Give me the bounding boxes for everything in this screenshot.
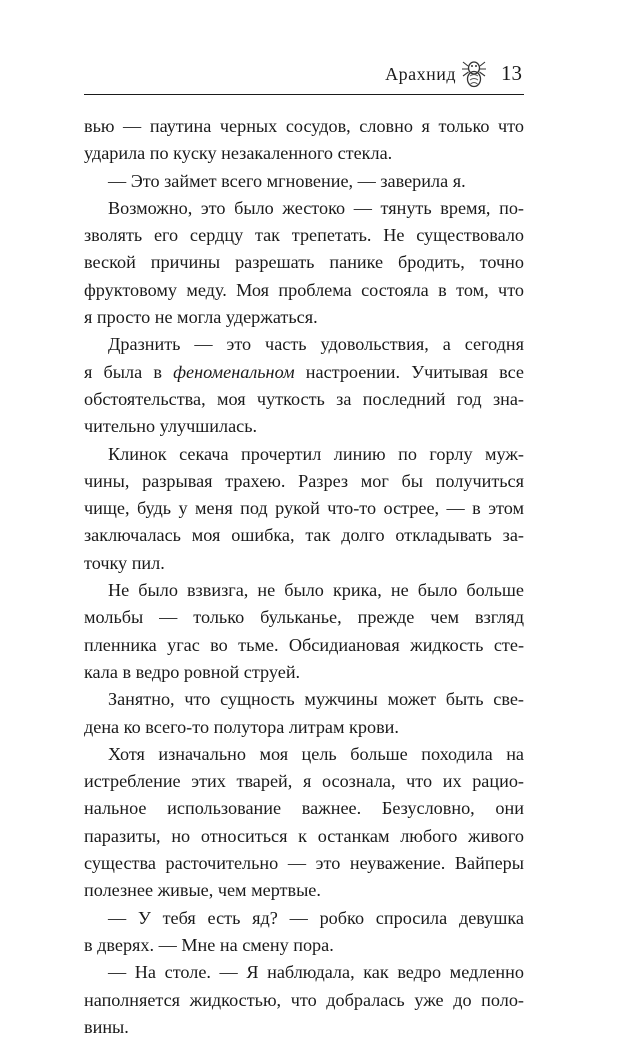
text-line: мольбы — только бульканье, прежде чем взгляд xyxy=(84,607,524,628)
text-line xyxy=(84,359,524,386)
spider-emblem-icon xyxy=(462,58,486,90)
text-line: кала в ведро ровной струей. xyxy=(84,661,301,682)
text-line: нальное использование важнее. Безусловно, они xyxy=(84,798,524,819)
text-line: Хотя изначально моя цель больше походила на xyxy=(108,743,524,764)
text-line: существа расточительно — это неуважение. Вайперы xyxy=(84,853,524,874)
text-line: наполняется жидкостью, что добралась уже до поло- xyxy=(84,989,524,1010)
text-line: дена ко всего-то полутора литрам крови. xyxy=(84,716,399,737)
text-line: чительно улучшилась. xyxy=(84,416,258,437)
text-line: заключалась моя ошибка, так долго откладывать за- xyxy=(84,525,524,546)
text-line: веской причины разрешать панике бродить, точно xyxy=(84,252,524,273)
running-header xyxy=(84,58,524,95)
text-line: зволять его сердцу так трепетать. Не существовало xyxy=(84,225,524,246)
text-line: вины. xyxy=(84,1016,129,1037)
running-header-title: Арахнид xyxy=(385,64,456,84)
text-line: Дразнить — это часть удовольствия, а сегодня xyxy=(108,334,524,355)
text-line: Не было взвизга, не было крика, не было больше xyxy=(108,580,524,601)
text-segment: я была в xyxy=(84,361,174,382)
emphasis-word: феноменальном xyxy=(173,361,295,382)
text-line: ударила по куску незакаленного стекла. xyxy=(84,143,393,164)
text-line: — У тебя есть яд? — робко спросила девушка xyxy=(108,907,524,928)
text-line: — На столе. — Я наблюдала, как ведро медленно xyxy=(108,962,524,983)
text-line: в дверях. — Мне на смену пора. xyxy=(84,934,334,955)
text-line: чище, будь у меня под рукой что-то острее, — в этом xyxy=(84,498,524,519)
text-line: полезнее живые, чем мертвые. xyxy=(84,880,321,901)
text-line: Клинок секача прочертил линию по горлу муж- xyxy=(108,443,524,464)
text-line: точку пил. xyxy=(84,552,165,573)
text-line: пленника угас во тьме. Обсидиановая жидкость сте- xyxy=(84,634,524,655)
text-line: я просто не могла удержаться. xyxy=(84,307,318,328)
text-line: чины, разрывая трахею. Разрез мог бы получиться xyxy=(84,470,524,491)
text-line: обстоятельства, моя чуткость за последний год зна- xyxy=(84,388,524,409)
text-line: — Это займет всего мгновение, — заверила я. xyxy=(108,170,466,191)
text-segment: настроении. Учитывая все xyxy=(294,361,524,382)
text-line: вью — паутина черных сосудов, словно я только что xyxy=(84,116,524,136)
text-line: Занятно, что сущность мужчины может быть све- xyxy=(108,689,524,710)
text-line: Возможно, это было жестоко — тянуть время, по- xyxy=(108,197,524,218)
text-line: истребление этих тварей, я осознала, что их рацио- xyxy=(84,771,524,792)
text-line: паразиты, но относиться к останкам любого живого xyxy=(84,825,524,846)
body-text xyxy=(84,113,524,1041)
page-number: 13 xyxy=(501,61,522,85)
text-line: фруктовому меду. Моя проблема состояла в том, что xyxy=(84,279,524,300)
